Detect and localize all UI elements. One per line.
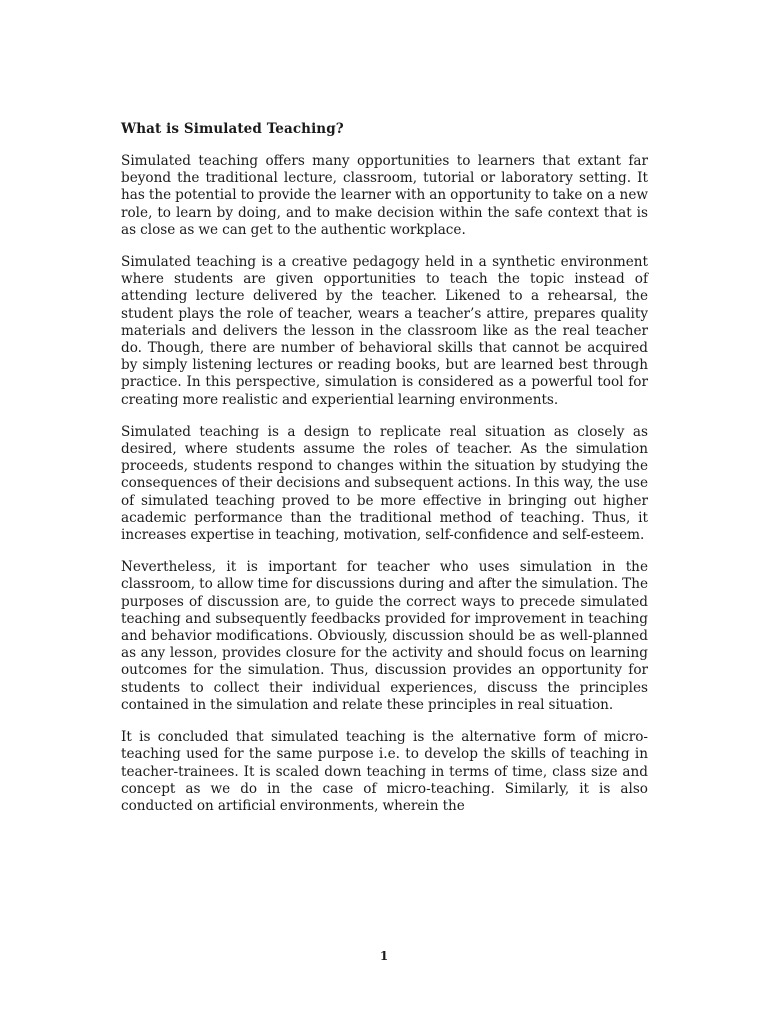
paragraph: Simulated teaching is a creative pedagogy held in a synthetic environment where students are given opportunities to teach the topic instead of attending lecture delivered by the teacher. Likened to a rehearsal, the student plays the role of teacher, wears a teacher’s attire, prepares quality materials and delivers the lesson in the classroom like as the real teacher do. Though, there are number of behavioral skills that cannot be acquired by simply listening lectures or reading books, but are learned best through practice. In this perspective, simulation is considered as a powerful tool for creating more realistic and experiential learning environments. [121,254,648,408]
paragraph: Simulated teaching offers many opportunities to learners that extant far beyond the traditional lecture, classroom, tutorial or laboratory setting. It has the potential to provide the learner with an opportunity to take on a new role, to learn by doing, and to make decision within the safe context that is as close as we can get to the authentic workplace. [121,153,648,238]
paragraph: It is concluded that simulated teaching is the alternative form of micro-teaching used for the same purpose i.e. to develop the skills of teaching in teacher-trainees. It is scaled down teaching in terms of time, class size and concept as we do in the case of micro-teaching. Similarly, it is also conducted on artificial environments, wherein the [121,729,648,814]
section-heading: What is Simulated Teaching? [121,121,344,137]
document-body [121,120,648,830]
paragraph: Simulated teaching is a design to replicate real situation as closely as desired, where students assume the roles of teacher. As the simulation proceeds, students respond to changes within the situation by studying the consequences of their decisions and subsequent actions. In this way, the use of simulated teaching proved to be more effective in bringing out higher academic performance than the traditional method of teaching. Thus, it increases expertise in teaching, motivation, self-confidence and self-esteem. [121,423,648,544]
page-number: 1 [379,949,389,963]
paragraph: Nevertheless, it is important for teacher who uses simulation in the classroom, to allow time for discussions during and after the simulation. The purposes of discussion are, to guide the correct ways to precede simulated teaching and subsequently feedbacks provided for improvement in teaching and behavior modifications. Obviously, discussion should be as well-planned as any lesson, provides closure for the activity and should focus on learning outcomes for the simulation. Thus, discussion provides an opportunity for students to collect their individual experiences, discuss the principles contained in the simulation and relate these principles in real situation. [121,559,648,713]
